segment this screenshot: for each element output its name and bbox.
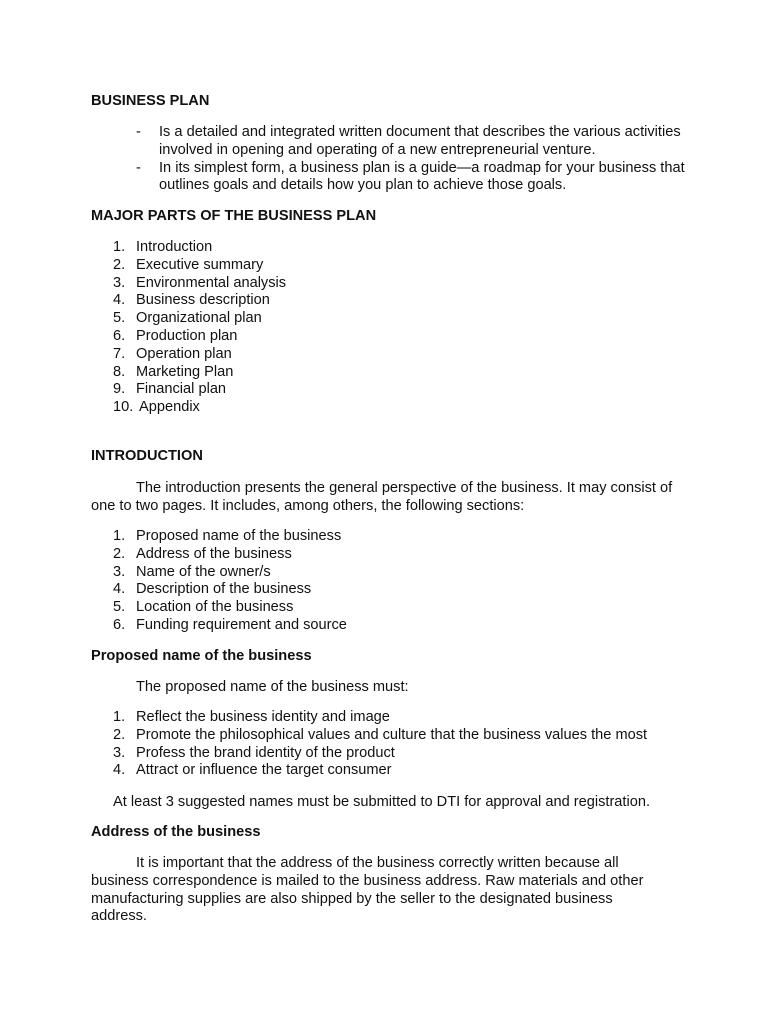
list-item [91,275,691,293]
dash-marker: - [136,124,141,140]
business-plan-definition-list [91,124,691,195]
list-item [91,564,691,582]
item-text: Appendix [139,399,200,416]
definition-item [91,124,691,160]
proposed-name-intro: The proposed name of the business must: [136,679,409,695]
introduction-paragraph: The introduction presents the general perspective of the business. It may consist of one to two pages. It includes, among others, the following sections: [91,480,673,514]
major-parts-heading: MAJOR PARTS OF THE BUSINESS PLAN [91,208,377,224]
list-item [91,364,691,382]
item-text: Operation plan [136,345,232,362]
list-item [91,381,691,399]
list-item [91,581,691,599]
proposed-name-note: At least 3 suggested names must be submitted to DTI for approval and registration. [113,794,651,810]
item-text: Financial plan [136,381,227,398]
introduction-heading: INTRODUCTION [91,448,203,464]
list-item [91,727,691,745]
item-text: Reflect the business identity and image [136,709,390,725]
list-item [91,399,691,417]
item-text: Business description [136,292,270,309]
item-text: Marketing Plan [136,363,234,380]
list-item [91,599,691,617]
item-number: 4. [113,762,126,779]
item-number: 1. [113,528,126,544]
item-number: 5. [113,310,126,327]
list-item [91,745,691,763]
list-item [91,709,691,727]
dash-marker: - [136,159,141,176]
list-item [91,528,691,546]
item-number: 4. [113,292,126,309]
list-item [91,617,691,635]
item-number: 3. [113,563,126,580]
item-number: 8. [113,363,126,380]
introduction-sections-list [91,528,691,635]
list-item [91,328,691,346]
item-text: Environmental analysis [136,274,287,291]
address-heading: Address of the business [91,824,261,840]
item-number: 2. [113,726,126,743]
business-plan-heading: BUSINESS PLAN [91,93,210,109]
item-text: Organizational plan [136,310,262,327]
list-item [91,257,691,275]
item-number: 2. [113,545,126,562]
item-number: 10. [113,399,134,416]
list-item [91,762,691,780]
list-item [91,292,691,310]
item-number: 6. [113,327,126,344]
item-number: 9. [113,381,126,398]
item-number: 3. [113,274,126,291]
definition-item [91,160,691,196]
item-number: 7. [113,345,126,362]
item-text: Attract or influence the target consumer [136,762,392,779]
item-text: Production plan [136,327,238,344]
item-text: Executive summary [136,256,264,273]
item-text: Funding requirement and source [136,616,347,633]
list-item [91,310,691,328]
item-text: Profess the brand identity of the product [136,744,395,761]
item-text: Introduction [136,239,213,255]
item-number: 4. [113,581,126,598]
list-item [91,239,691,257]
proposed-name-criteria-list [91,709,691,780]
definition-text: In its simplest form, a business plan is a guide—a roadmap for your business that outlines goals and details how you plan to achieve those goals. [159,159,685,194]
item-number: 1. [113,709,126,725]
definition-text: Is a detailed and integrated written document that describes the various activities involved in opening and operating of a new entrepreneurial venture. [159,124,681,158]
list-item [91,546,691,564]
item-text: Promote the philosophical values and culture that the business values the most [136,726,648,743]
item-number: 1. [113,239,126,255]
proposed-name-heading: Proposed name of the business [91,648,312,664]
address-paragraph: It is important that the address of the business correctly written because all business correspondence is mailed to the business address. Raw materials and other manufacturing supplies are also shipped by the seller to the designated business address. [91,855,644,925]
item-text: Proposed name of the business [136,528,342,544]
item-number: 5. [113,599,126,616]
item-number: 3. [113,744,126,761]
item-text: Name of the owner/s [136,563,271,580]
item-text: Address of the business [136,545,292,562]
major-parts-list [91,239,691,417]
item-number: 6. [113,616,126,633]
item-text: Location of the business [136,599,294,616]
item-text: Description of the business [136,581,312,598]
list-item [91,346,691,364]
item-number: 2. [113,256,126,273]
